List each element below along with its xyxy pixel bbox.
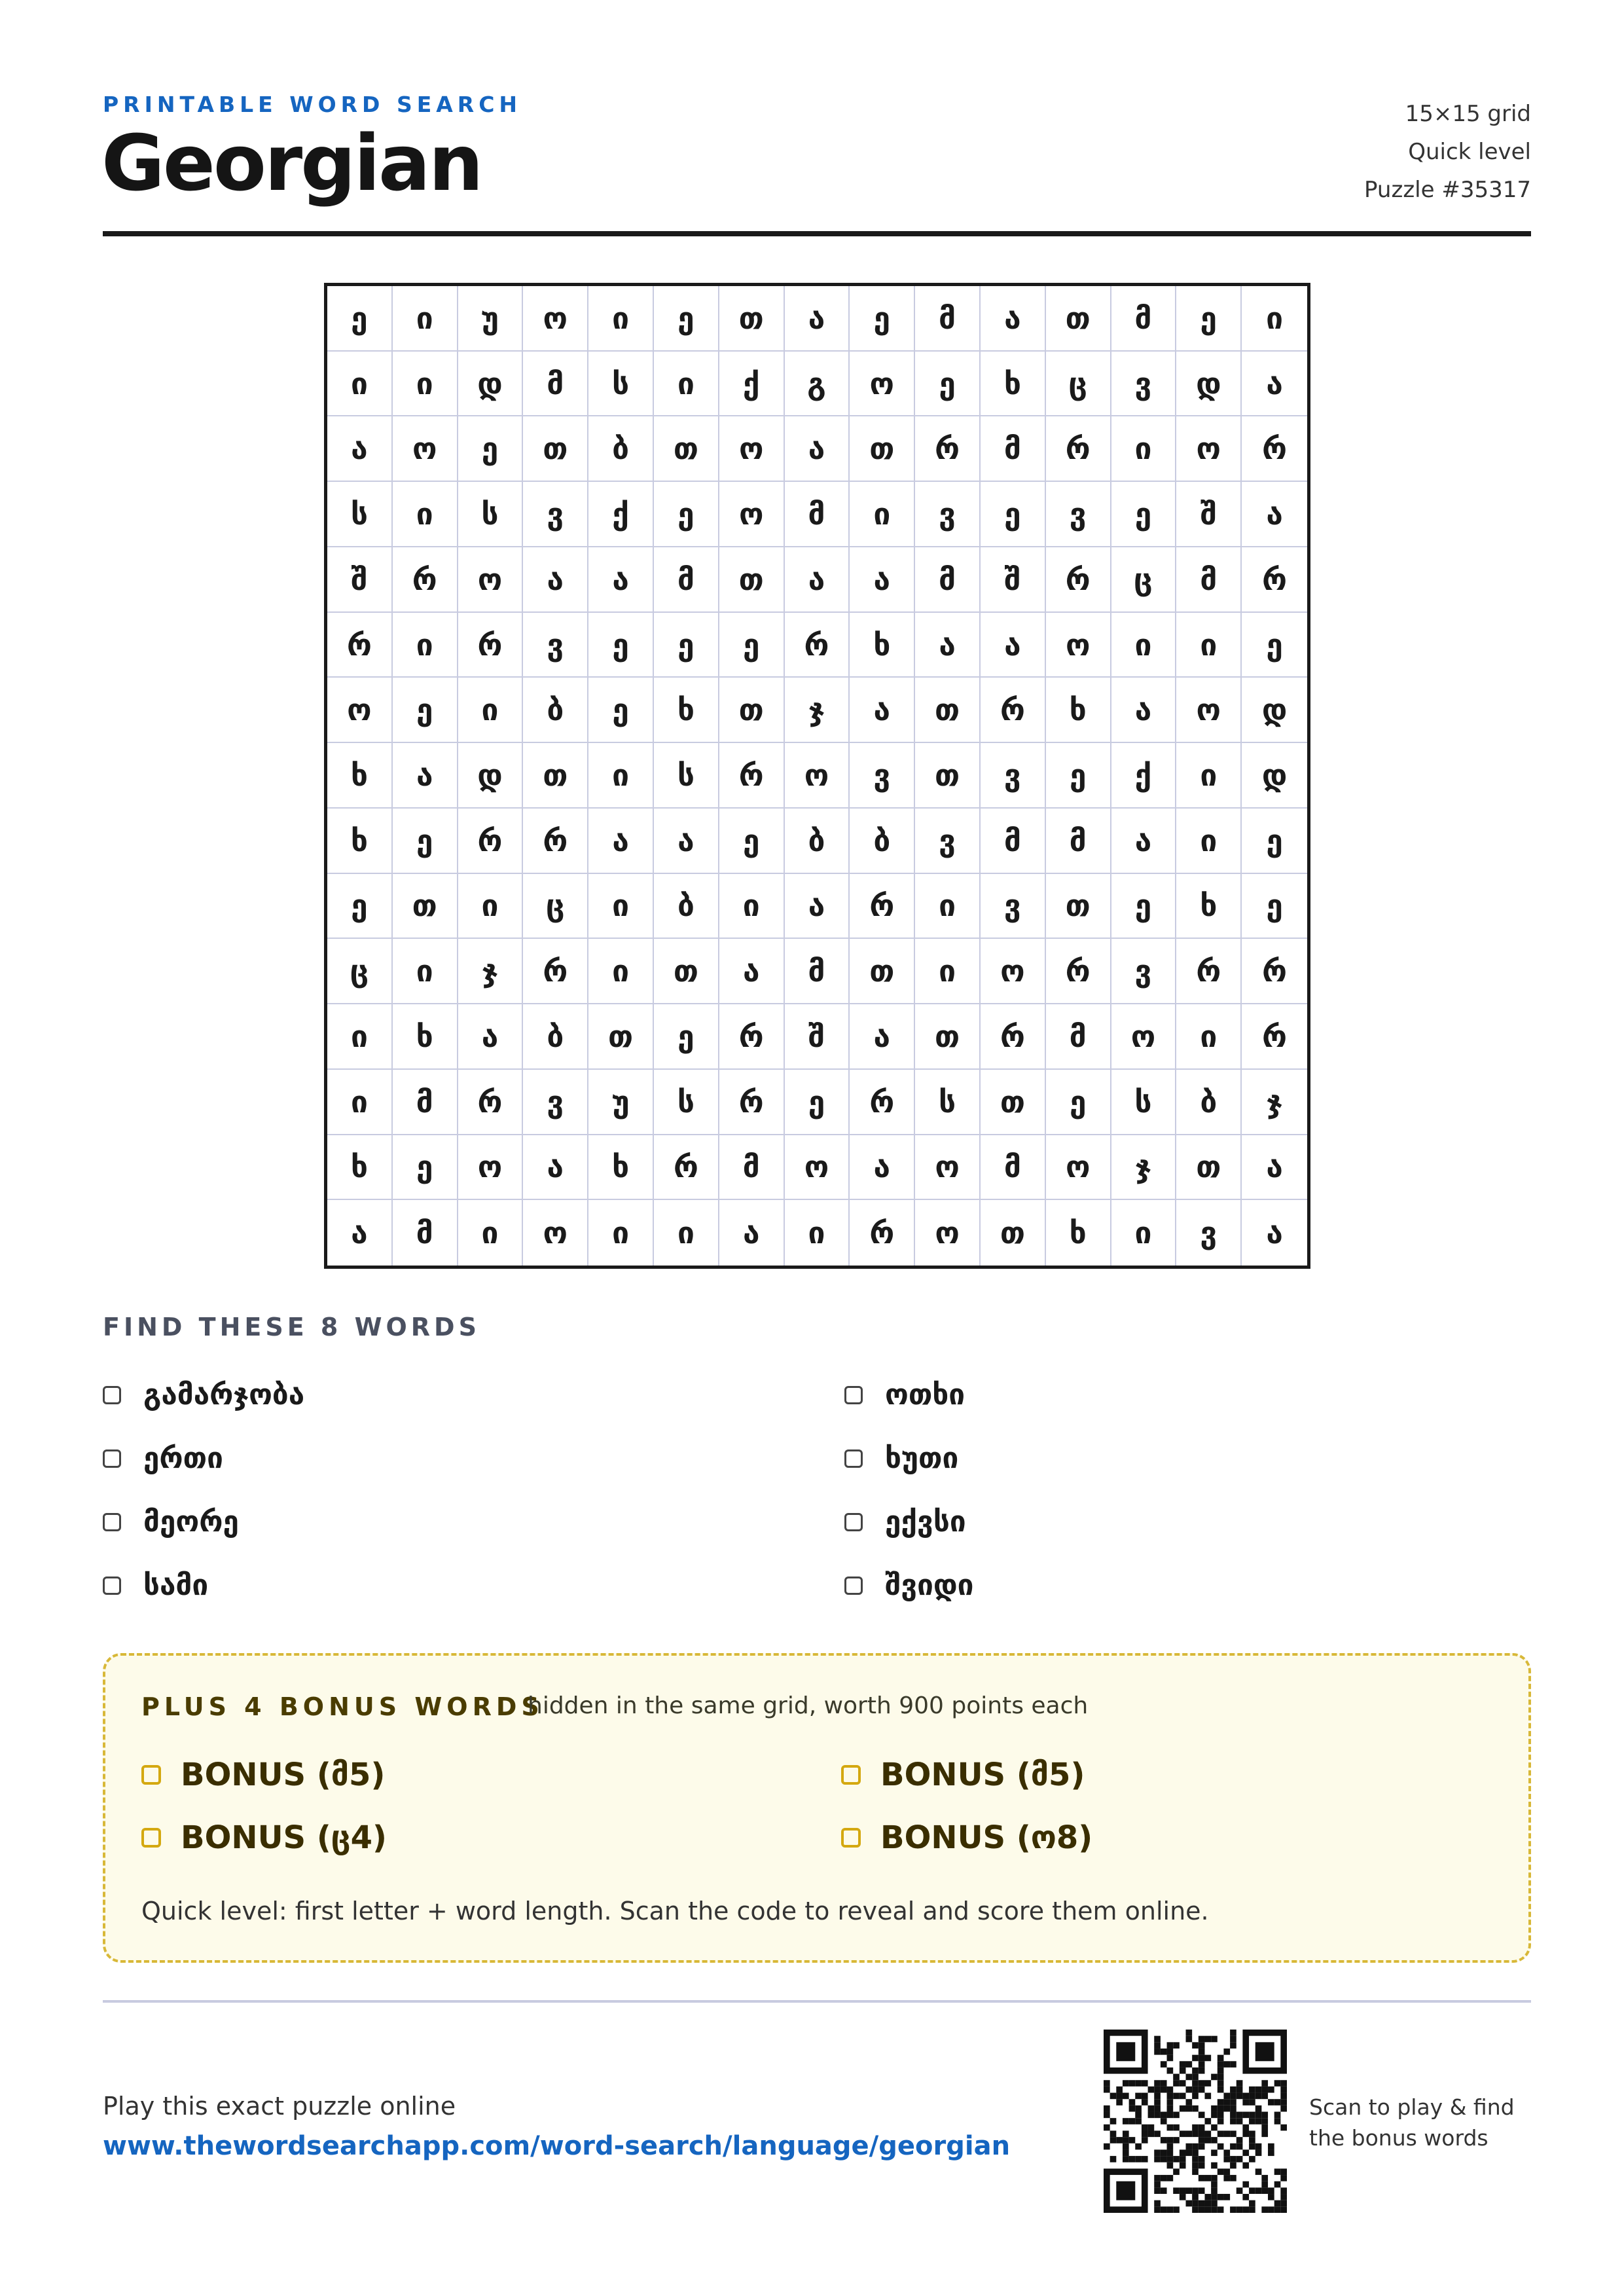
grid-cell[interactable]: ე	[915, 352, 981, 417]
checkbox-icon[interactable]	[103, 1576, 121, 1595]
grid-cell[interactable]: ო	[393, 416, 458, 482]
grid-cell[interactable]: ბ	[1176, 1070, 1242, 1135]
grid-cell[interactable]: ე	[719, 613, 785, 678]
grid-cell[interactable]: მ	[523, 352, 588, 417]
grid-cell[interactable]: ე	[850, 286, 915, 352]
grid-cell[interactable]: ა	[915, 613, 981, 678]
word-item[interactable]	[844, 1442, 958, 1475]
bonus-item[interactable]	[141, 1819, 387, 1856]
grid-cell[interactable]: ი	[915, 874, 981, 939]
word-item[interactable]	[844, 1505, 966, 1539]
grid-cell[interactable]: ა	[588, 547, 654, 613]
grid-cell[interactable]: ო	[327, 678, 393, 743]
grid-cell[interactable]: ი	[915, 939, 981, 1004]
grid-cell[interactable]: ვ	[523, 613, 588, 678]
grid-cell[interactable]: ა	[1266, 1215, 1283, 1251]
grid-cell[interactable]: ც	[327, 939, 393, 1004]
grid-cell[interactable]: რ	[654, 1135, 719, 1201]
words-heading: FIND THESE 8 WORDS	[103, 1313, 480, 1341]
grid-cell[interactable]: მ	[785, 939, 850, 1004]
word-label: ერთი	[143, 1442, 223, 1475]
grid-cell[interactable]: თ	[523, 743, 588, 809]
grid-cell[interactable]: ჯ	[1111, 1135, 1177, 1201]
grid-cell[interactable]: ე	[785, 1070, 850, 1135]
bonus-item[interactable]	[841, 1819, 1092, 1856]
grid-cell[interactable]: ვ	[981, 874, 1046, 939]
grid-cell[interactable]: ბ	[850, 809, 915, 874]
grid-cell[interactable]: შ	[785, 1004, 850, 1070]
grid-cell[interactable]: ა	[654, 809, 719, 874]
grid-cell[interactable]: ხ	[327, 743, 393, 809]
grid-cell[interactable]: თ	[981, 1070, 1046, 1135]
grid-cell[interactable]: ე	[588, 678, 654, 743]
word-label: ექვსი	[885, 1505, 966, 1539]
grid-cell[interactable]: ა	[588, 809, 654, 874]
grid-cell[interactable]: რ	[327, 613, 393, 678]
grid-cell[interactable]: მ	[915, 286, 981, 352]
grid-cell[interactable]: მ	[719, 1135, 785, 1201]
grid-cell[interactable]: ო	[1176, 416, 1242, 482]
grid-cell[interactable]: რ	[850, 1200, 915, 1266]
grid-cell[interactable]: ი	[393, 939, 458, 1004]
bonus-subtitle: hidden in the same grid, worth 900 points each	[528, 1692, 1089, 1719]
grid-cell[interactable]: ა	[785, 547, 850, 613]
grid-cell[interactable]: ვ	[981, 743, 1046, 809]
grid-cell[interactable]: ო	[785, 1135, 850, 1201]
grid-cell[interactable]: ე	[1046, 1070, 1111, 1135]
grid-cell[interactable]: შ	[1176, 482, 1242, 547]
grid-cell[interactable]: ა	[981, 613, 1046, 678]
grid-cell[interactable]: უ	[588, 1070, 654, 1135]
grid-cell[interactable]: ე	[458, 416, 524, 482]
grid-cell[interactable]: რ	[719, 1004, 785, 1070]
grid-cell[interactable]: ი	[1176, 743, 1242, 809]
play-online-label: Play this exact puzzle online	[103, 2092, 456, 2121]
grid-cell[interactable]: შ	[327, 547, 393, 613]
grid-cell[interactable]: ე	[1242, 874, 1307, 939]
grid-cell[interactable]: ს	[588, 352, 654, 417]
grid-cell[interactable]: მ	[1046, 809, 1111, 874]
grid-cell[interactable]: ვ	[915, 482, 981, 547]
grid-cell[interactable]: ა	[327, 416, 393, 482]
checkbox-icon[interactable]	[841, 1765, 861, 1785]
grid-cell[interactable]: ა	[1242, 352, 1307, 417]
grid-cell[interactable]: ც	[523, 874, 588, 939]
grid-cell[interactable]: ა	[393, 743, 458, 809]
grid-cell[interactable]: ვ	[915, 809, 981, 874]
grid-cell[interactable]: რ	[1242, 547, 1307, 613]
word-label: ოთხი	[885, 1378, 965, 1412]
grid-cell[interactable]: ე	[981, 482, 1046, 547]
grid-cell[interactable]: თ	[719, 547, 785, 613]
word-item[interactable]	[103, 1505, 239, 1539]
grid-cell[interactable]: ხ	[327, 809, 393, 874]
grid-cell[interactable]: რ	[719, 1070, 785, 1135]
puzzle-url-link[interactable]: www.thewordsearchapp.com/word-search/language/georgian	[103, 2131, 1011, 2161]
grid-cell[interactable]: თ	[915, 1004, 981, 1070]
grid-cell[interactable]: ო	[1046, 613, 1111, 678]
grid-cell[interactable]: რ	[785, 613, 850, 678]
grid-cell[interactable]: ვ	[1176, 1200, 1242, 1266]
grid-cell[interactable]: თ	[588, 1004, 654, 1070]
grid-cell[interactable]: ე	[654, 613, 719, 678]
grid-cell[interactable]: ო	[915, 1200, 981, 1266]
grid-cell[interactable]: რ	[1046, 416, 1111, 482]
grid-cell[interactable]: ე	[393, 809, 458, 874]
grid-cell[interactable]: რ	[850, 1070, 915, 1135]
word-label: გამარჯობა	[143, 1378, 305, 1412]
grid-cell[interactable]: დ	[458, 743, 524, 809]
page-title: Georgian	[101, 118, 482, 208]
grid-cell[interactable]: მ	[915, 547, 981, 613]
qr-code-icon[interactable]	[1104, 2030, 1287, 2213]
grid-cell[interactable]: დ	[1176, 352, 1242, 417]
grid-cell[interactable]: ბ	[588, 416, 654, 482]
grid-cell[interactable]: ი	[1176, 1004, 1242, 1070]
grid-cell[interactable]: ა	[1242, 482, 1307, 547]
grid-cell[interactable]: მ	[981, 1135, 1046, 1201]
word-label: შვიდი	[885, 1569, 974, 1602]
grid-cell[interactable]: ო	[458, 1135, 524, 1201]
grid-cell[interactable]: ე	[654, 482, 719, 547]
grid-cell[interactable]: ი	[588, 743, 654, 809]
grid-cell[interactable]: გ	[785, 352, 850, 417]
grid-cell[interactable]: რ	[1046, 939, 1111, 1004]
grid-cell[interactable]: ა	[1111, 678, 1177, 743]
word-item[interactable]	[103, 1378, 304, 1412]
grid-cell[interactable]: ი	[327, 352, 393, 417]
grid-cell[interactable]: ა	[1111, 809, 1177, 874]
grid-cell[interactable]: რ	[1242, 416, 1307, 482]
checkbox-icon[interactable]	[844, 1513, 863, 1531]
grid-cell[interactable]: ა	[719, 1200, 785, 1266]
grid-cell[interactable]: ე	[1176, 286, 1242, 352]
grid-cell[interactable]: ი	[458, 678, 524, 743]
grid-cell[interactable]: ს	[915, 1070, 981, 1135]
grid-cell[interactable]: ი	[327, 1070, 393, 1135]
scan-note-line: the bonus words	[1309, 2125, 1489, 2151]
grid-cell[interactable]: ი	[850, 482, 915, 547]
grid-cell[interactable]: ო	[719, 482, 785, 547]
grid-cell[interactable]: ჯ	[458, 939, 524, 1004]
grid-cell[interactable]: ი	[588, 939, 654, 1004]
grid-cell[interactable]: ა	[458, 1004, 524, 1070]
page-kicker: PRINTABLE WORD SEARCH	[103, 92, 522, 117]
grid-cell[interactable]: ე	[719, 809, 785, 874]
grid-cell[interactable]: ი	[588, 286, 654, 352]
grid-cell[interactable]: ი	[1111, 416, 1177, 482]
grid-cell[interactable]: რ	[719, 743, 785, 809]
grid-cell[interactable]: ხ	[393, 1004, 458, 1070]
checkbox-icon[interactable]	[844, 1576, 863, 1595]
grid-cell[interactable]: ი	[588, 1200, 654, 1266]
level-label: Quick level	[1408, 139, 1531, 165]
grid-cell[interactable]: ჯ	[1242, 1070, 1307, 1135]
grid-cell[interactable]: ი	[458, 1200, 524, 1266]
grid-cell[interactable]: ო	[1111, 1004, 1177, 1070]
puzzle-meta	[1364, 95, 1531, 209]
grid-cell[interactable]: თ	[915, 743, 981, 809]
grid-cell[interactable]: ი	[1176, 613, 1242, 678]
word-label: სამი	[143, 1569, 209, 1602]
header-divider	[103, 231, 1531, 236]
word-item[interactable]	[103, 1569, 208, 1602]
grid-cell[interactable]: თ	[981, 1200, 1046, 1266]
checkbox-icon[interactable]	[103, 1449, 121, 1468]
grid-cell[interactable]: ხ	[327, 1135, 393, 1201]
grid-cell[interactable]: ბ	[785, 809, 850, 874]
grid-cell[interactable]: ბ	[523, 1004, 588, 1070]
bonus-label: BONUS (მ5)	[181, 1757, 386, 1793]
grid-cell[interactable]: ც	[1111, 547, 1177, 613]
grid-cell[interactable]: თ	[523, 416, 588, 482]
grid-cell[interactable]: ი	[458, 874, 524, 939]
checkbox-icon[interactable]	[844, 1386, 863, 1404]
bonus-note: Quick level: first letter + word length. Scan the code to reveal and score them online.	[141, 1897, 1209, 1925]
grid-cell[interactable]: ს	[327, 482, 393, 547]
grid-cell[interactable]: ო	[850, 352, 915, 417]
grid-cell[interactable]: ი	[393, 482, 458, 547]
word-label: ხუთი	[885, 1442, 959, 1475]
grid-cell[interactable]: ს	[654, 1070, 719, 1135]
grid-cell[interactable]: მ	[1176, 547, 1242, 613]
grid-cell[interactable]: რ	[458, 613, 524, 678]
grid-cell[interactable]: ხ	[850, 613, 915, 678]
grid-cell[interactable]: ი	[1242, 286, 1307, 352]
grid-cell[interactable]: ი	[393, 286, 458, 352]
grid-cell[interactable]: ვ	[1111, 352, 1177, 417]
grid-cell[interactable]: რ	[1176, 939, 1242, 1004]
grid-cell[interactable]: ო	[458, 547, 524, 613]
word-item[interactable]	[103, 1442, 223, 1475]
grid-cell[interactable]: ი	[588, 874, 654, 939]
grid-cell[interactable]: მ	[654, 547, 719, 613]
grid-cell[interactable]: თ	[850, 416, 915, 482]
grid-cell[interactable]: ა	[523, 547, 588, 613]
bonus-heading: PLUS 4 BONUS WORDS	[141, 1692, 544, 1721]
letter-grid[interactable]	[324, 283, 1310, 1269]
grid-cell[interactable]: ი	[327, 1004, 393, 1070]
grid-cell[interactable]: ხ	[981, 352, 1046, 417]
grid-cell[interactable]: დ	[458, 352, 524, 417]
grid-cell[interactable]: დ	[1242, 743, 1307, 809]
grid-cell[interactable]: ა	[850, 1004, 915, 1070]
grid-cell[interactable]: ა	[719, 939, 785, 1004]
word-item[interactable]	[844, 1569, 973, 1602]
grid-cell[interactable]: მ	[981, 416, 1046, 482]
grid-cell[interactable]: ი	[654, 1200, 719, 1266]
grid-cell[interactable]: ა	[850, 547, 915, 613]
grid-cell[interactable]: მ	[393, 1070, 458, 1135]
grid-cell[interactable]: ც	[1046, 352, 1111, 417]
grid-cell[interactable]: ო	[915, 1135, 981, 1201]
puzzle-id-label: Puzzle #35317	[1364, 177, 1531, 203]
grid-cell[interactable]: ვ	[850, 743, 915, 809]
grid-cell[interactable]: ო	[1176, 678, 1242, 743]
checkbox-icon[interactable]	[141, 1765, 161, 1785]
grid-cell[interactable]: მ	[785, 482, 850, 547]
grid-cell[interactable]: ხ	[1046, 1200, 1111, 1266]
grid-cell[interactable]: ი	[1176, 809, 1242, 874]
grid-cell[interactable]: რ	[458, 1070, 524, 1135]
grid-cell[interactable]: ა	[785, 416, 850, 482]
grid-cell[interactable]: თ	[1046, 286, 1111, 352]
grid-cell[interactable]: ა	[850, 678, 915, 743]
grid-cell[interactable]: თ	[654, 416, 719, 482]
grid-cell[interactable]: მ	[981, 809, 1046, 874]
grid-cell[interactable]: ა	[523, 1135, 588, 1201]
grid-cell[interactable]: ხ	[588, 1135, 654, 1201]
bonus-label: BONUS (ო8)	[880, 1819, 1093, 1856]
grid-cell[interactable]: ო	[785, 743, 850, 809]
grid-cell[interactable]: თ	[719, 286, 785, 352]
grid-cell[interactable]: ვ	[1111, 939, 1177, 1004]
grid-cell[interactable]: ჯ	[785, 678, 850, 743]
grid-cell[interactable]: რ	[915, 416, 981, 482]
grid-cell[interactable]: ი	[1111, 613, 1177, 678]
grid-cell[interactable]: ე	[327, 286, 393, 352]
grid-cell[interactable]: ე	[654, 286, 719, 352]
grid-cell[interactable]: უ	[458, 286, 524, 352]
grid-cell[interactable]: რ	[981, 1004, 1046, 1070]
checkbox-icon[interactable]	[103, 1513, 121, 1531]
checkbox-icon[interactable]	[844, 1449, 863, 1468]
scan-note	[1309, 2092, 1519, 2153]
grid-cell[interactable]: რ	[393, 547, 458, 613]
grid-cell[interactable]: რ	[458, 809, 524, 874]
grid-cell[interactable]: ქ	[588, 482, 654, 547]
word-label: მეორე	[143, 1505, 239, 1539]
grid-cell[interactable]: დ	[1242, 678, 1307, 743]
grid-cell[interactable]: ე	[393, 1135, 458, 1201]
grid-cell[interactable]: რ	[1242, 939, 1307, 1004]
bonus-label: BONUS (ც4)	[181, 1819, 387, 1856]
grid-cell[interactable]: ქ	[719, 352, 785, 417]
grid-cell[interactable]: ე	[1111, 874, 1177, 939]
grid-cell[interactable]: ს	[654, 743, 719, 809]
grid-cell[interactable]: თ	[393, 874, 458, 939]
grid-cell[interactable]: თ	[850, 939, 915, 1004]
grid-cell[interactable]: ი	[719, 874, 785, 939]
grid-cell[interactable]: შ	[981, 547, 1046, 613]
grid-cell[interactable]: ე	[654, 1004, 719, 1070]
grid-cell[interactable]: ი	[654, 352, 719, 417]
grid-cell[interactable]: რ	[523, 809, 588, 874]
grid-cell[interactable]: თ	[719, 678, 785, 743]
grid-cell[interactable]: ა	[981, 286, 1046, 352]
grid-cell[interactable]: ო	[1046, 1135, 1111, 1201]
grid-cell[interactable]: ე	[1242, 809, 1307, 874]
grid-cell[interactable]: ე	[588, 613, 654, 678]
grid-cell[interactable]: ქ	[1111, 743, 1177, 809]
bonus-label: BONUS (მ5)	[880, 1757, 1085, 1793]
grid-cell[interactable]: ო	[981, 939, 1046, 1004]
grid-cell[interactable]: ა	[785, 874, 850, 939]
checkbox-icon[interactable]	[103, 1386, 121, 1404]
grid-cell[interactable]: თ	[915, 678, 981, 743]
grid-cell[interactable]: რ	[523, 939, 588, 1004]
grid-cell[interactable]: ხ	[1046, 678, 1111, 743]
grid-cell[interactable]: ბ	[523, 678, 588, 743]
checkbox-icon[interactable]	[841, 1828, 861, 1848]
grid-cell[interactable]: თ	[1046, 874, 1111, 939]
grid-cell[interactable]: ი	[393, 352, 458, 417]
grid-cell[interactable]: ი	[393, 613, 458, 678]
scan-note-line: Scan to play & find	[1309, 2094, 1515, 2120]
grid-cell[interactable]: რ	[981, 678, 1046, 743]
grid-cell[interactable]: რ	[850, 874, 915, 939]
grid-size-label: 15×15 grid	[1405, 101, 1531, 127]
grid-cell[interactable]: თ	[1176, 1135, 1242, 1201]
grid-cell[interactable]: ა	[850, 1135, 915, 1201]
grid-cell[interactable]: მ	[393, 1200, 458, 1266]
grid-cell[interactable]: ე	[1242, 613, 1307, 678]
grid-cell[interactable]: ბ	[654, 874, 719, 939]
grid-cell[interactable]: ო	[523, 286, 588, 352]
grid-cell[interactable]: ო	[523, 1200, 588, 1266]
grid-cell[interactable]: ვ	[523, 482, 588, 547]
grid-cell[interactable]: ხ	[654, 678, 719, 743]
grid-cell[interactable]: რ	[1242, 1004, 1307, 1070]
bonus-item[interactable]	[141, 1757, 385, 1793]
grid-cell[interactable]: ა	[327, 1200, 393, 1266]
bonus-item[interactable]	[841, 1757, 1085, 1793]
footer-divider	[103, 2000, 1531, 2003]
word-item[interactable]	[844, 1378, 965, 1412]
grid-cell[interactable]: ე	[1111, 482, 1177, 547]
grid-cell[interactable]: მ	[1046, 1004, 1111, 1070]
grid-cell[interactable]: ე	[1046, 743, 1111, 809]
grid-cell[interactable]: ვ	[1046, 482, 1111, 547]
grid-cell[interactable]: ს	[458, 482, 524, 547]
grid-cell[interactable]: ა	[785, 286, 850, 352]
grid-cell[interactable]: რ	[1046, 547, 1111, 613]
grid-cell[interactable]: მ	[1111, 286, 1177, 352]
grid-cell[interactable]: ს	[1111, 1070, 1177, 1135]
grid-cell[interactable]: ი	[1111, 1200, 1177, 1266]
grid-cell[interactable]: ო	[719, 416, 785, 482]
grid-cell[interactable]: თ	[654, 939, 719, 1004]
grid-cell[interactable]: ა	[1242, 1135, 1307, 1201]
grid-cell[interactable]: ე	[393, 678, 458, 743]
checkbox-icon[interactable]	[141, 1828, 161, 1848]
grid-cell[interactable]: ი	[785, 1200, 850, 1266]
grid-cell[interactable]: ხ	[1176, 874, 1242, 939]
grid-cell[interactable]: ე	[327, 874, 393, 939]
grid-cell[interactable]: ვ	[523, 1070, 588, 1135]
